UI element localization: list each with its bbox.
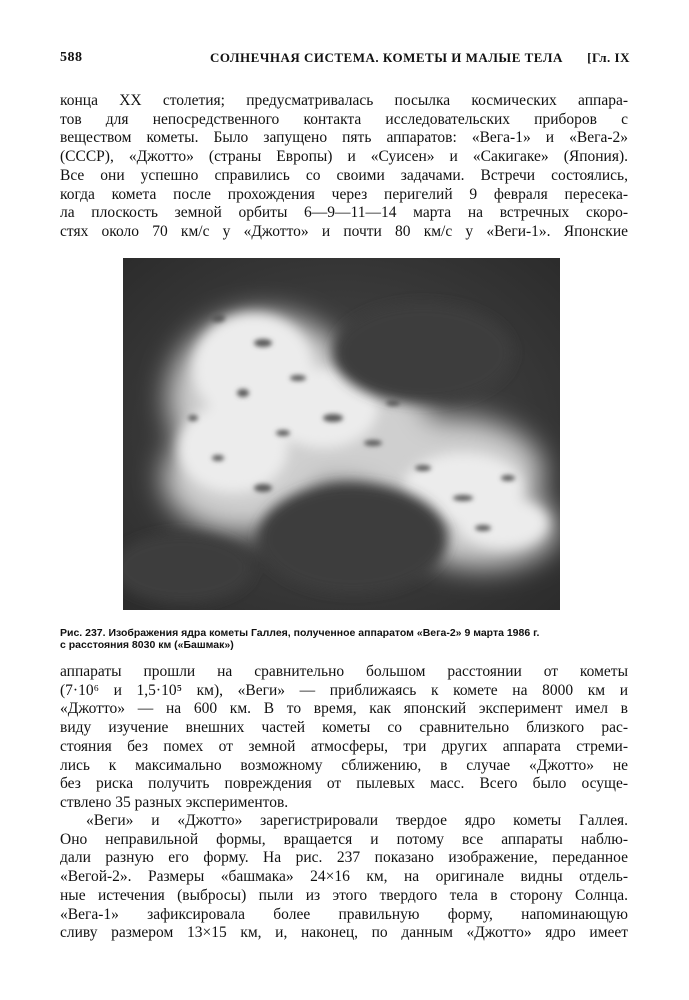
chapter-label: [Гл. IX: [587, 50, 630, 65]
text-line: стях около 70 км/с у «Джотто» и почти 80 км/с у «Веги-1». Японские: [60, 222, 628, 240]
text-line: Все они успешно справились со своими задачами. Встречи состоялись,: [60, 166, 628, 184]
text-line: ствлено 35 разных экспериментов.: [60, 793, 289, 811]
text-line: «Веги» и «Джотто» зарегистрировали твердое ядро кометы Галлея.: [86, 812, 628, 829]
text-line: ла плоскость земной орбиты 6—9—11—14 марта на встречных скоро-: [60, 204, 628, 222]
text-line: лись к максимально возможному сближению, в случае «Джотто» не: [60, 756, 628, 774]
paragraph-2: [60, 663, 628, 813]
text-line: Оно неправильной формы, вращается и потому все аппараты наблю-: [60, 830, 628, 848]
text-line: веществом кометы. Было запущено пять аппаратов: «Вега-1» и «Вега-2»: [60, 129, 628, 147]
figure-caption: [60, 628, 630, 651]
text-line: тов для непосредственного контакта исследовательских приборов с: [60, 110, 628, 128]
text-line: (СССР), «Джотто» (страны Европы) и «Суисен» и «Сакигаке» (Япония).: [60, 148, 628, 166]
text-line: аппараты прошли на сравнительно большом расстоянии от кометы: [60, 663, 628, 680]
text-line: «Вега-1» зафиксировала более правильную форму, напоминающую: [60, 905, 628, 923]
text-line: ные истечения (выбросы) пыли из этого твердого тела в сторону Солнца.: [60, 886, 628, 904]
page-number: 588: [60, 50, 83, 65]
text-line: без риска получить повреждения от пылевых масс. Всего было осуще-: [60, 775, 628, 793]
text-line: «Вегой-2». Размеры «башмака» 24×16 км, на оригинале видны отдель-: [60, 868, 628, 886]
text-line: стояния без помех от земной атмосферы, три других аппарата стреми-: [60, 737, 628, 755]
text-line: конца XX столетия; предусматривалась посылка космических аппара-: [60, 92, 628, 109]
text-line: «Джотто» — на 600 км. В то время, как японский эксперимент имел в: [60, 700, 628, 718]
text-line: дали разную его форму. На рис. 237 показано изображение, переданное: [60, 849, 628, 867]
paragraph-3: [60, 812, 628, 943]
text-line: виду изучение внешних частей кометы со сравнительно близкого рас-: [60, 719, 628, 737]
running-title: СОЛНЕЧНАЯ СИСТЕМА. КОМЕТЫ И МАЛЫЕ ТЕЛА: [210, 50, 563, 65]
text-line: (7·10⁶ и 1,5·10⁵ км), «Веги» — приближаясь к комете на 8000 км и: [60, 681, 628, 699]
text-line: сливу размером 13×15 км, и, наконец, по данным «Джотто» ядро имеет: [60, 924, 628, 942]
caption-line: с расстояния 8030 км («Башмак»): [60, 638, 234, 651]
page-header: [60, 50, 630, 70]
comet-nucleus-image: [123, 258, 560, 610]
paragraph-1: [60, 92, 628, 242]
comet-nucleus-drawing: [123, 258, 560, 610]
caption-line: Рис. 237. Изображения ядра кометы Галлея, полученное аппаратом «Вега-2» 9 марта 1986 г.: [60, 627, 540, 639]
text-line: когда комета после прохождения через перигелий 9 февраля пересека-: [60, 185, 628, 203]
